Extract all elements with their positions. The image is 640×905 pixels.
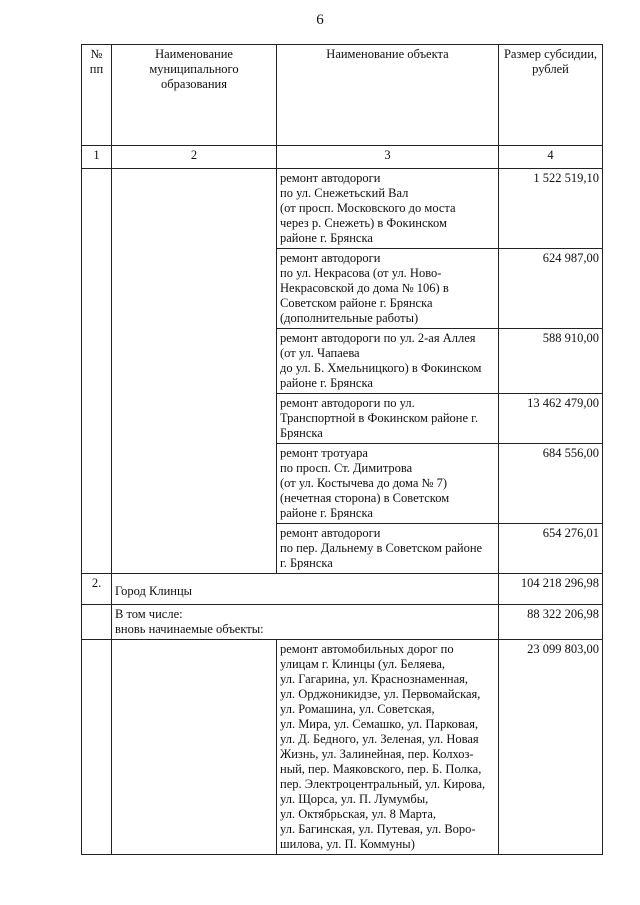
municipality-name: Город Клинцы [115, 584, 193, 598]
subsidy-amount: 624 987,00 [499, 249, 603, 329]
object-name: ремонт автодороги по пер. Дальнему в Советском районе г. Брянска [277, 524, 499, 574]
subsidy-amount: 684 556,00 [499, 444, 603, 524]
empty-cell [82, 640, 112, 855]
object-name: ремонт автодороги по ул. Снежетьский Вал (от просп. Московского до моста через р. Снежеть) в Фокинском районе г. Брянска [277, 169, 499, 249]
city-row [82, 574, 603, 605]
city-total-amount: 104 218 296,98 [499, 574, 603, 605]
header-object: Наименование объекта [277, 45, 499, 146]
row-number: 2. [82, 574, 112, 605]
page-number: 6 [316, 12, 324, 28]
subtotal-row [82, 605, 603, 640]
object-name: ремонт автомобильных дорог по улицам г. Клинцы (ул. Беляева, ул. Гагарина, ул. Краснознаменная, ул. Орджоникидзе, ул. Первомайская, ул. Ромашина, ул. Советская, ул. Мира, ул. Семашко, ул. Парковая, ул. Д. Бедного, ул. Зеленая, ул. Новая Жизнь, ул. Залинейная, пер. Колхоз- ный, пер. Маяковского, пер. Б. Полка, пер. Электроцентральный, ул. Кирова, ул. Щорса, ул. П. Лумумбы, ул. Октябрьская, ул. 8 Марта, ул. Багинская, ул. Путевая, ул. Воро- шилова, ул. П. Коммуны) [277, 640, 499, 855]
empty-cell [112, 169, 277, 574]
object-name: ремонт тротуара по просп. Ст. Димитрова (от ул. Костычева до дома № 7) (нечетная сторона) в Советском районе г. Брянска [277, 444, 499, 524]
subtotal-amount: 88 322 206,98 [499, 605, 603, 640]
table-row [82, 169, 603, 249]
table-header-row [82, 45, 603, 146]
column-number: 2 [112, 146, 277, 169]
column-number: 3 [277, 146, 499, 169]
empty-cell [82, 169, 112, 574]
object-name: ремонт автодороги по ул. Некрасова (от ул. Ново- Некрасовской до дома № 106) в Советском районе г. Брянска (дополнительные работы) [277, 249, 499, 329]
subsidy-amount: 23 099 803,00 [499, 640, 603, 855]
header-municipality: Наименование муниципального образования [112, 45, 277, 146]
empty-cell [112, 640, 277, 855]
subsidy-amount: 588 910,00 [499, 329, 603, 394]
subtotal-label: В том числе: вновь начинаемые объекты: [112, 605, 499, 640]
header-num: № пп [82, 45, 112, 146]
table-row [82, 640, 603, 855]
object-name: ремонт автодороги по ул. Транспортной в Фокинском районе г. Брянска [277, 394, 499, 444]
subsidy-table [81, 44, 603, 855]
subsidy-amount: 13 462 479,00 [499, 394, 603, 444]
header-amount: Размер субсидии, рублей [499, 45, 603, 146]
subsidy-amount: 1 522 519,10 [499, 169, 603, 249]
subsidy-amount: 654 276,01 [499, 524, 603, 574]
column-number: 1 [82, 146, 112, 169]
municipality-cell [112, 574, 499, 605]
column-number-row [82, 146, 603, 169]
object-name: ремонт автодороги по ул. 2-ая Аллея (от ул. Чапаева до ул. Б. Хмельницкого) в Фокинском районе г. Брянска [277, 329, 499, 394]
empty-cell [82, 605, 112, 640]
column-number: 4 [499, 146, 603, 169]
